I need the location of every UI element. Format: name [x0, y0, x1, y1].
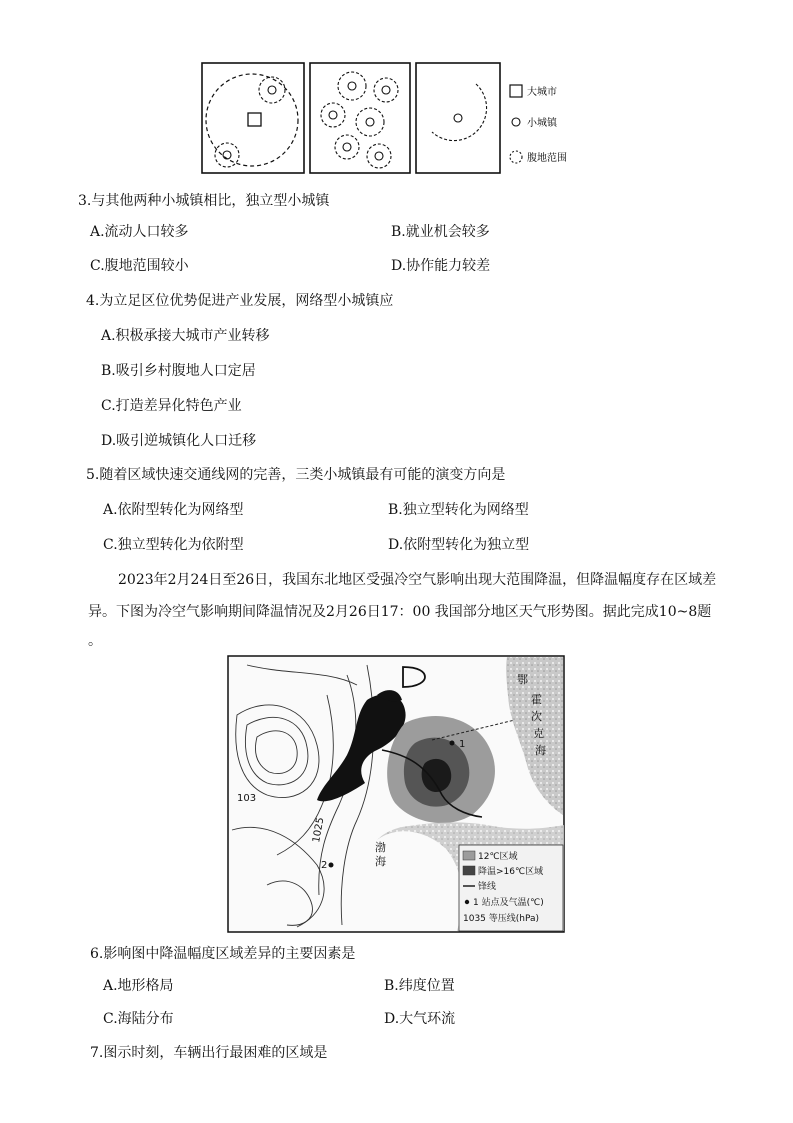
- q6-option-c: C.海陆分布: [103, 1011, 174, 1027]
- legend-station-dot: [465, 900, 469, 904]
- map-legend-5: 1035 等压线(hPa): [463, 914, 540, 924]
- map-legend-3: 锋线: [478, 882, 497, 892]
- question-3-stem: 3.与其他两种小城镇相比，独立型小城镇: [78, 193, 330, 209]
- svg-text:霍: 霍: [531, 693, 542, 706]
- small-town-circle: [223, 151, 231, 159]
- small-town-circle: [382, 86, 390, 94]
- weather-map: [227, 655, 565, 933]
- station-2-label: 2: [321, 860, 328, 871]
- big-city-square: [248, 113, 261, 126]
- passage-line-2: 异。下图为冷空气影响期间降温情况及2月26日17：00 我国部分地区天气形势图。据此完成10~8题: [88, 604, 712, 620]
- q4-option-d: D.吸引逆城镇化人口迁移: [101, 433, 257, 449]
- legend-swatch-16: [463, 866, 475, 875]
- q5-option-c: C.独立型转化为依附型: [103, 537, 244, 553]
- isobar-label-1035: 103: [237, 793, 257, 804]
- legend-small-town-icon: [512, 118, 520, 126]
- hinterland-circle: [335, 135, 359, 159]
- map-legend-2: 降温>16℃区域: [478, 867, 544, 877]
- q4-option-a: A.积极承接大城市产业转移: [101, 328, 270, 344]
- bohai-label: 渤: [375, 841, 386, 854]
- small-town-circle: [375, 152, 383, 160]
- q5-option-a: A.依附型转化为网络型: [103, 502, 244, 518]
- hinterland-circle: [215, 143, 239, 167]
- panel-network: [310, 63, 410, 173]
- q3-option-b: B.就业机会较多: [391, 224, 490, 240]
- hinterland-circle: [356, 108, 384, 136]
- small-town-circle: [348, 82, 356, 90]
- station-2-dot: [329, 863, 334, 868]
- panel-independent: [416, 63, 500, 173]
- small-town-circle: [329, 111, 337, 119]
- question-5-stem: 5.随着区域快速交通线网的完善，三类小城镇最有可能的演变方向是: [86, 467, 506, 483]
- q6-option-b: B.纬度位置: [384, 978, 455, 994]
- question-4-stem: 4.为立足区位优势促进产业发展，网络型小城镇应: [86, 293, 394, 309]
- map-legend-1: 12℃区域: [478, 852, 518, 862]
- legend-big-city-icon: [510, 85, 522, 97]
- q5-option-b: B.独立型转化为网络型: [388, 502, 529, 518]
- small-town-circle: [268, 86, 276, 94]
- q3-option-d: D.协作能力较差: [391, 258, 491, 274]
- svg-text:鄂: 鄂: [517, 673, 528, 686]
- small-town-circle: [366, 118, 374, 126]
- q4-option-c: C.打造差异化特色产业: [101, 398, 242, 414]
- hinterland-circle: [338, 72, 366, 100]
- passage-line-1: 2023年2月24日至26日，我国东北地区受强冷空气影响出现大范围降温，但降温幅度存在区域差: [118, 572, 717, 588]
- svg-text:海: 海: [535, 744, 546, 757]
- legend-swatch-12: [463, 851, 475, 860]
- small-town-circle: [454, 114, 462, 122]
- q3-option-c: C.腹地范围较小: [90, 258, 189, 274]
- hinterland-circle: [367, 144, 391, 168]
- hinterland-circle: [206, 74, 298, 166]
- map-legend-4: 1 站点及气温(℃): [473, 898, 544, 908]
- q5-option-d: D.依附型转化为独立型: [388, 537, 530, 553]
- legend-hinterland-icon: [510, 151, 522, 163]
- question-7-stem: 7.图示时刻，车辆出行最困难的区域是: [90, 1045, 328, 1061]
- town-types-diagram: [200, 60, 590, 176]
- legend-small-town-label: 小城镇: [527, 118, 557, 129]
- cooling-zone-core: [422, 759, 452, 792]
- q6-option-d: D.大气环流: [384, 1011, 456, 1027]
- svg-text:克: 克: [533, 727, 544, 740]
- svg-text:次: 次: [531, 710, 542, 723]
- panel-dependent: [202, 63, 304, 173]
- hinterland-circle: [321, 103, 345, 127]
- small-town-circle: [343, 143, 351, 151]
- hinterland-circle: [259, 77, 285, 103]
- station-1-label: 1: [459, 739, 466, 750]
- hinterland-circle: [374, 78, 398, 102]
- station-1-dot: [450, 741, 455, 746]
- legend-hinterland-label: 腹地范围: [527, 153, 567, 164]
- q3-option-a: A.流动人口较多: [90, 224, 189, 240]
- legend-big-city-label: 大城市: [527, 87, 557, 98]
- bohai-label-2: 海: [375, 855, 386, 868]
- q6-option-a: A.地形格局: [103, 978, 174, 994]
- hinterland-arc: [432, 84, 487, 141]
- passage-line-3: 。: [88, 633, 102, 649]
- question-6-stem: 6.影响图中降温幅度区域差异的主要因素是: [90, 946, 356, 962]
- q4-option-b: B.吸引乡村腹地人口定居: [101, 363, 256, 379]
- isobar-label-1025: 1025: [311, 816, 327, 844]
